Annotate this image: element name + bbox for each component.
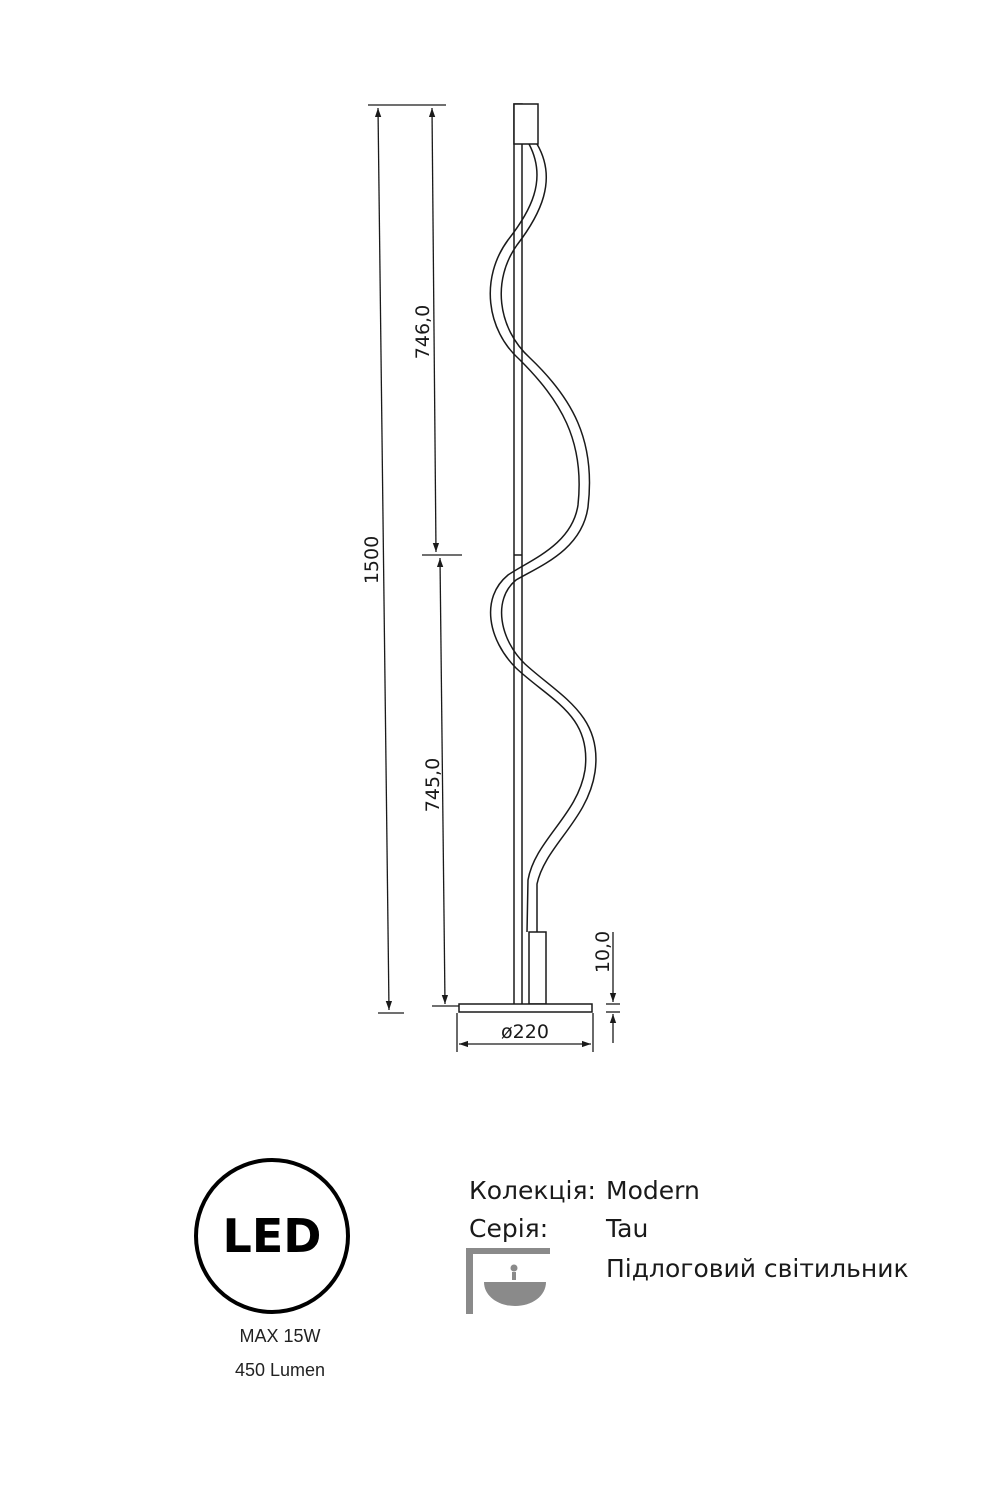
- series-value: Tau: [606, 1214, 649, 1243]
- lumen-text: 450 Lumen: [234, 1360, 326, 1380]
- collection-value: Modern: [606, 1176, 700, 1205]
- dimension-lines: [368, 105, 620, 1052]
- collection-label: Колекція:: [469, 1176, 596, 1205]
- base-thickness-label: 10,0: [592, 930, 614, 974]
- lamp-base-collar: [529, 932, 546, 1004]
- upper-height-label: 746,0: [412, 304, 434, 360]
- total-height-label: 1500: [361, 535, 383, 585]
- base-diameter-label: ø220: [501, 1021, 549, 1043]
- lamp-top-cap: [514, 104, 538, 144]
- led-badge-icon: [192, 1156, 352, 1316]
- floor-lamp-type-icon: [466, 1246, 552, 1316]
- lamp-type-value: Підлоговий світильник: [606, 1254, 909, 1283]
- floor-lamp-outline: [459, 104, 596, 1012]
- max-power-text: MAX 15W: [239, 1326, 321, 1346]
- led-logo-text: LED: [222, 1209, 322, 1263]
- lower-height-label: 745,0: [422, 757, 444, 813]
- lamp-base-plate: [459, 1004, 592, 1012]
- series-label: Серія:: [469, 1214, 549, 1243]
- led-tube-left-edge: [490, 144, 586, 932]
